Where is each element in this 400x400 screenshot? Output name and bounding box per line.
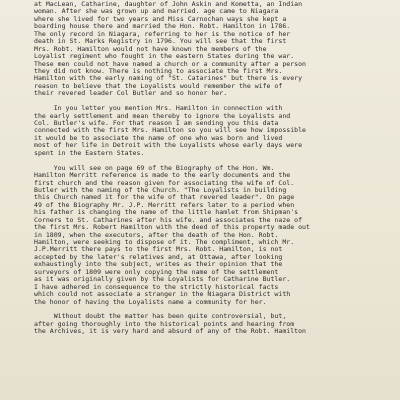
text-line: accepted by the later's relatives and, at Ottawa, after looking [34, 253, 283, 261]
text-line: most of her life in Detroit with the Loyalists whose early days were [34, 142, 303, 150]
text-line: surveyors of 1809 were only copying the name of the settlement [34, 268, 279, 276]
text-line: reason to believe that the Loyalists would remember the wife of [34, 82, 283, 90]
letter-body [34, 1, 400, 336]
text-line: the early settlement and mean thereby to ignore the Loyalists and [34, 112, 291, 120]
text-line: the first Mrs. Robert Hamilton with the deed of this property made out [34, 224, 310, 232]
text-line: the honor of having the Loyalists name a community for her. [34, 298, 267, 306]
paragraph [34, 1, 400, 98]
text-line: boarding house there and married the Hon. Robt. Hamilton in 1786. [34, 23, 291, 31]
paragraph-gap [34, 98, 400, 105]
text-line: Butler with the naming of the Church. "The Loyalists in building [34, 186, 287, 194]
text-line: spent in the Eastern States. [34, 149, 145, 157]
text-line: In you letter you mention Mrs. Hamilton in connection with [34, 105, 283, 113]
text-line: after going thoroughly into the historical points and hearing from [34, 320, 295, 328]
paragraph-gap [34, 306, 400, 313]
text-line: connected with the first Mrs. Hamilton so you will see how impossible [34, 127, 306, 135]
text-line: Col. Butler's wife. For that reason I am sending you this data [34, 120, 279, 127]
text-line: his father is changing the name of the little hamlet from Shipman's [34, 209, 299, 217]
text-line: Hamilton, were seeking to dispose of it. The compliment, which Mr. [34, 239, 295, 246]
text-line: which could not associate a stranger in the Niagara District with [34, 291, 291, 299]
paragraph [34, 105, 400, 157]
text-line: These men could not have named a church or a community after a person [34, 60, 306, 68]
text-line: I have adhered in consequence to the strictly historical facts [34, 283, 279, 291]
text-line: as it was originally given by the Loyalists for Catharine Butler. [34, 276, 291, 284]
text-line: this Church named it for the wife of that revered leader". On page [34, 194, 295, 202]
text-line: the Archives, it is very hard and absurd of any of the Robt. Hamilton [34, 328, 306, 336]
text-line: where she lived for two years and Miss Carnochan ways she kept a [34, 15, 287, 23]
text-line: woman. After she was grown up and married. age came to Niagara [34, 8, 279, 16]
text-line: they did not know. There is nothing to associate the first Mrs. [34, 67, 283, 75]
text-line: Without doubt the matter has been quite controversial, but, [34, 313, 287, 321]
text-line: exhaustingly into the subject, writes as their opinion that the [34, 261, 283, 269]
text-line: You will see on page 69 of the Biography of the Hon. Wm. [34, 164, 275, 172]
text-line: death in St. Marks Registry in 1796. You will see that the first [34, 38, 287, 46]
text-line: Hamilton Merritt reference is made to the early documents and the [34, 172, 291, 180]
text-line: it would be to associate the name of one who was born and lived [34, 134, 283, 142]
text-line: Mrs. Robt. Hamilton would not have known the members of the [34, 45, 267, 53]
text-line: in 1809, when the executors, after the death of the Hon. Robt. [34, 231, 279, 239]
text-line: Corners to St. Catharines after his wife. and associates the naze of [34, 216, 303, 224]
text-line: Loyalist regiment who fought in the eastern States during the war. [34, 53, 295, 61]
text-line: their revered leader Col Butler and so honor her. [34, 90, 228, 98]
text-line: first church and the reason given for associating the wife of Col. [34, 179, 295, 187]
text-line: J.P.Merritt there pays to the first Mrs. Robt. Hamilton, is not [34, 246, 283, 254]
paragraph [34, 313, 400, 335]
text-line: Hamilton with the early naming of "St. Catarines" but there is every [34, 75, 303, 83]
text-line: The only record in Niagara, referring to her is the notice of her [34, 30, 291, 38]
paragraph-gap [34, 157, 400, 164]
text-line: 49 of the Biography Mr. J.P. Merritt refers later to a period when [34, 201, 295, 209]
paragraph [34, 165, 400, 306]
text-line: at MacLean, Catharine, daughter of John Askin and Kometta, an Indian [34, 1, 303, 8]
